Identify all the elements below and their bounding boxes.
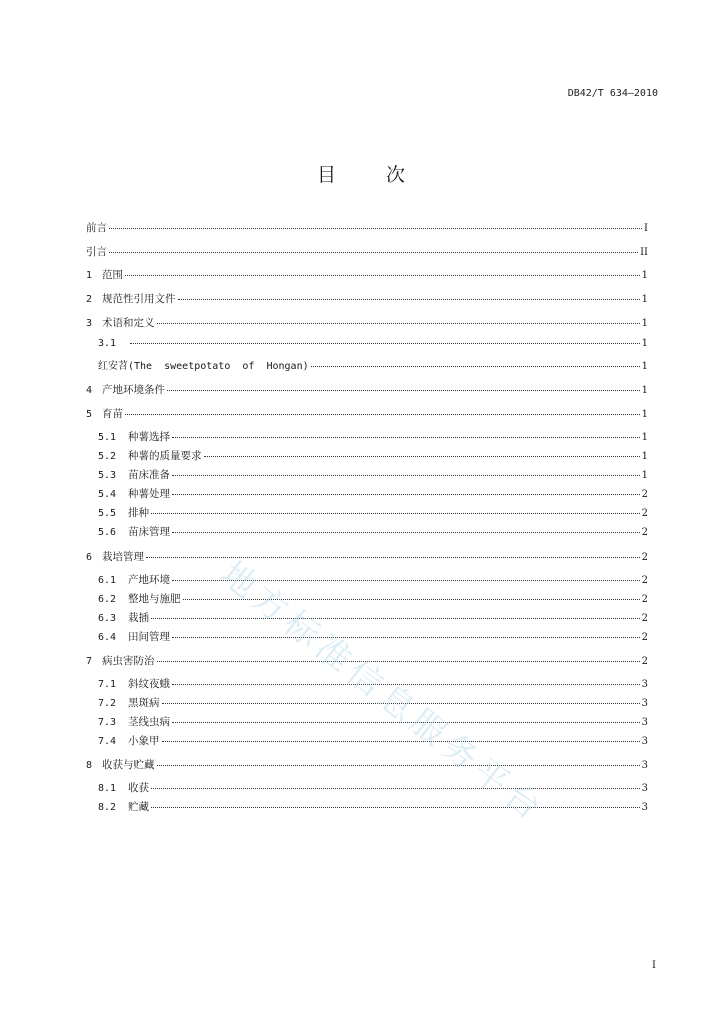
page-number: I xyxy=(652,960,656,971)
toc-entry[interactable] xyxy=(86,653,648,667)
dot-leader xyxy=(151,788,640,789)
toc-entry[interactable] xyxy=(86,291,648,305)
watermark: 地方标准信息服务平台 xyxy=(212,553,553,832)
toc-entry-label: 田间管理 xyxy=(128,631,170,643)
toc-entry[interactable] xyxy=(98,676,648,690)
toc-entry[interactable] xyxy=(98,357,648,371)
toc-entry-number: 1 xyxy=(86,270,93,281)
toc-entry-number: 5 xyxy=(86,409,93,420)
toc-entry-page: 3 xyxy=(641,679,648,690)
dot-leader xyxy=(157,661,640,662)
toc-entry-page: 3 xyxy=(641,736,648,747)
toc-entry-page: 1 xyxy=(641,318,648,329)
toc-entry-page: 1 xyxy=(641,294,648,305)
dot-leader xyxy=(204,456,640,457)
toc-entry-page: 1 xyxy=(641,361,648,372)
toc-entry[interactable] xyxy=(98,572,648,586)
toc-entry-label: 收获与贮藏 xyxy=(102,759,155,771)
dot-leader xyxy=(172,475,640,476)
toc-entry[interactable] xyxy=(98,591,648,605)
toc-entry[interactable] xyxy=(98,486,648,500)
dot-leader xyxy=(157,765,640,766)
toc-entry[interactable] xyxy=(98,714,648,728)
toc-entry[interactable] xyxy=(86,220,648,234)
toc-entry-page: 2 xyxy=(641,508,648,519)
title-char-1: 目 xyxy=(316,164,338,186)
toc-entry-label: 引言 xyxy=(86,246,107,258)
toc-entry-number: 7.2 xyxy=(98,698,117,709)
toc-entry-number: 7 xyxy=(86,656,93,667)
toc-entry-number: 7.3 xyxy=(98,717,117,728)
toc-entry-label: 范围 xyxy=(102,269,123,281)
toc-entry[interactable] xyxy=(98,610,648,624)
toc-entry-label: 种薯处理 xyxy=(128,488,170,500)
toc-entry-label: 贮藏 xyxy=(128,801,149,813)
toc-entry-label: 产地环境条件 xyxy=(102,384,165,396)
toc-entry[interactable] xyxy=(86,267,648,281)
toc-entry-label: 整地与施肥 xyxy=(128,593,181,605)
toc-entry-page: 1 xyxy=(641,385,648,396)
toc-entry[interactable] xyxy=(86,244,648,258)
toc-entry-label: 术语和定义 xyxy=(102,317,155,329)
dot-leader xyxy=(172,637,640,638)
toc-entry-page: 3 xyxy=(641,802,648,813)
dot-leader xyxy=(146,557,640,558)
dot-leader xyxy=(172,437,640,438)
toc-entry-label: 种薯选择 xyxy=(128,431,170,443)
title-char-2: 次 xyxy=(386,164,408,186)
toc-entry-number: 5.5 xyxy=(98,508,117,519)
toc-entry-page: 3 xyxy=(641,698,648,709)
toc-entry[interactable] xyxy=(98,338,648,352)
toc-entry-number: 5.4 xyxy=(98,489,117,500)
toc-entry-number: 6.1 xyxy=(98,575,117,586)
toc-entry[interactable] xyxy=(98,505,648,519)
toc-entry[interactable] xyxy=(98,448,648,462)
toc-entry-label: 黑斑病 xyxy=(128,697,160,709)
toc-entry-page: 2 xyxy=(641,656,648,667)
dot-leader xyxy=(109,252,638,253)
toc-entry[interactable] xyxy=(86,315,648,329)
toc-entry-number: 6.3 xyxy=(98,613,117,624)
toc-entry-number: 6.4 xyxy=(98,632,117,643)
toc-entry-number: 6.2 xyxy=(98,594,117,605)
dot-leader xyxy=(172,494,640,495)
dot-leader xyxy=(157,323,640,324)
dot-leader xyxy=(172,532,640,533)
toc-entry-label: 茎线虫病 xyxy=(128,716,170,728)
toc-entry-page: I xyxy=(644,223,648,234)
toc-entry-number: 3 xyxy=(86,318,93,329)
page-title xyxy=(0,160,724,187)
toc-entry-label: 收获 xyxy=(128,782,149,794)
toc-entry[interactable] xyxy=(98,733,648,747)
toc-entry-label: 排种 xyxy=(128,507,149,519)
dot-leader xyxy=(151,513,640,514)
toc-entry-label: 苗床准备 xyxy=(128,469,170,481)
toc-entry-label: 病虫害防治 xyxy=(102,655,155,667)
toc-entry[interactable] xyxy=(86,406,648,420)
toc-entry[interactable] xyxy=(98,799,648,813)
toc-entry-page: 2 xyxy=(641,552,648,563)
toc-entry-label: 前言 xyxy=(86,222,107,234)
dot-leader xyxy=(172,722,640,723)
dot-leader xyxy=(125,414,640,415)
toc-entry-number: 5.3 xyxy=(98,470,117,481)
toc-entry[interactable] xyxy=(98,629,648,643)
toc-entry-number: 3.1 xyxy=(98,338,117,349)
toc-entry[interactable] xyxy=(98,467,648,481)
toc-entry-page: 2 xyxy=(641,613,648,624)
toc-entry[interactable] xyxy=(98,429,648,443)
toc-entry-label: 斜纹夜蛾 xyxy=(128,678,170,690)
dot-leader xyxy=(183,599,640,600)
dot-leader xyxy=(172,684,640,685)
toc-entry-page: 1 xyxy=(641,409,648,420)
toc-entry-label: 育苗 xyxy=(102,408,123,420)
toc-entry[interactable] xyxy=(86,549,648,563)
toc-entry-label: 红安苕(The sweetpotato of Hongan) xyxy=(98,361,309,372)
dot-leader xyxy=(162,741,640,742)
toc-entry-label: 小象甲 xyxy=(128,735,160,747)
toc-entry-number: 8 xyxy=(86,760,93,771)
toc-entry-number: 8.1 xyxy=(98,783,117,794)
toc-entry-page: 3 xyxy=(641,717,648,728)
toc-entry-page: 1 xyxy=(641,470,648,481)
toc-entry-label: 规范性引用文件 xyxy=(102,293,176,305)
standard-code: DB42/T 634—2010 xyxy=(567,88,658,99)
toc-entry-page: 2 xyxy=(641,489,648,500)
toc-entry-label: 栽插 xyxy=(128,612,149,624)
dot-leader xyxy=(162,703,640,704)
toc-entry-number: 5.1 xyxy=(98,432,117,443)
toc-entry-number: 8.2 xyxy=(98,802,117,813)
toc-entry-label: 种薯的质量要求 xyxy=(128,450,202,462)
dot-leader xyxy=(109,228,642,229)
toc-entry-page: 2 xyxy=(641,594,648,605)
dot-leader xyxy=(151,618,640,619)
dot-leader xyxy=(178,299,640,300)
toc-entry-page: II xyxy=(640,247,648,258)
toc-entry-label: 产地环境 xyxy=(128,574,170,586)
toc-entry-page: 1 xyxy=(641,432,648,443)
toc-entry-page: 2 xyxy=(641,632,648,643)
toc-entry-page: 3 xyxy=(641,783,648,794)
dot-leader xyxy=(311,366,640,367)
toc-entry[interactable] xyxy=(98,780,648,794)
dot-leader xyxy=(125,275,640,276)
dot-leader xyxy=(167,390,640,391)
toc-entry-page: 2 xyxy=(641,575,648,586)
toc-entry[interactable] xyxy=(86,382,648,396)
dot-leader xyxy=(130,343,640,344)
toc-entry-number: 2 xyxy=(86,294,93,305)
toc-entry-page: 1 xyxy=(641,451,648,462)
toc-entry-page: 1 xyxy=(641,338,648,349)
toc-entry[interactable] xyxy=(86,757,648,771)
dot-leader xyxy=(151,807,640,808)
toc-entry-page: 3 xyxy=(641,760,648,771)
toc-entry-label: 栽培管理 xyxy=(102,551,144,563)
toc-entry-number: 7.1 xyxy=(98,679,117,690)
toc-entry-number: 5.2 xyxy=(98,451,117,462)
dot-leader xyxy=(172,580,640,581)
toc-entry-number: 5.6 xyxy=(98,527,117,538)
toc-entry-number: 7.4 xyxy=(98,736,117,747)
toc-entry[interactable] xyxy=(98,524,648,538)
toc-entry-page: 1 xyxy=(641,270,648,281)
toc-entry-page: 2 xyxy=(641,527,648,538)
toc-entry-number: 4 xyxy=(86,385,93,396)
toc-entry-label: 苗床管理 xyxy=(128,526,170,538)
toc-entry[interactable] xyxy=(98,695,648,709)
toc-entry-number: 6 xyxy=(86,552,93,563)
